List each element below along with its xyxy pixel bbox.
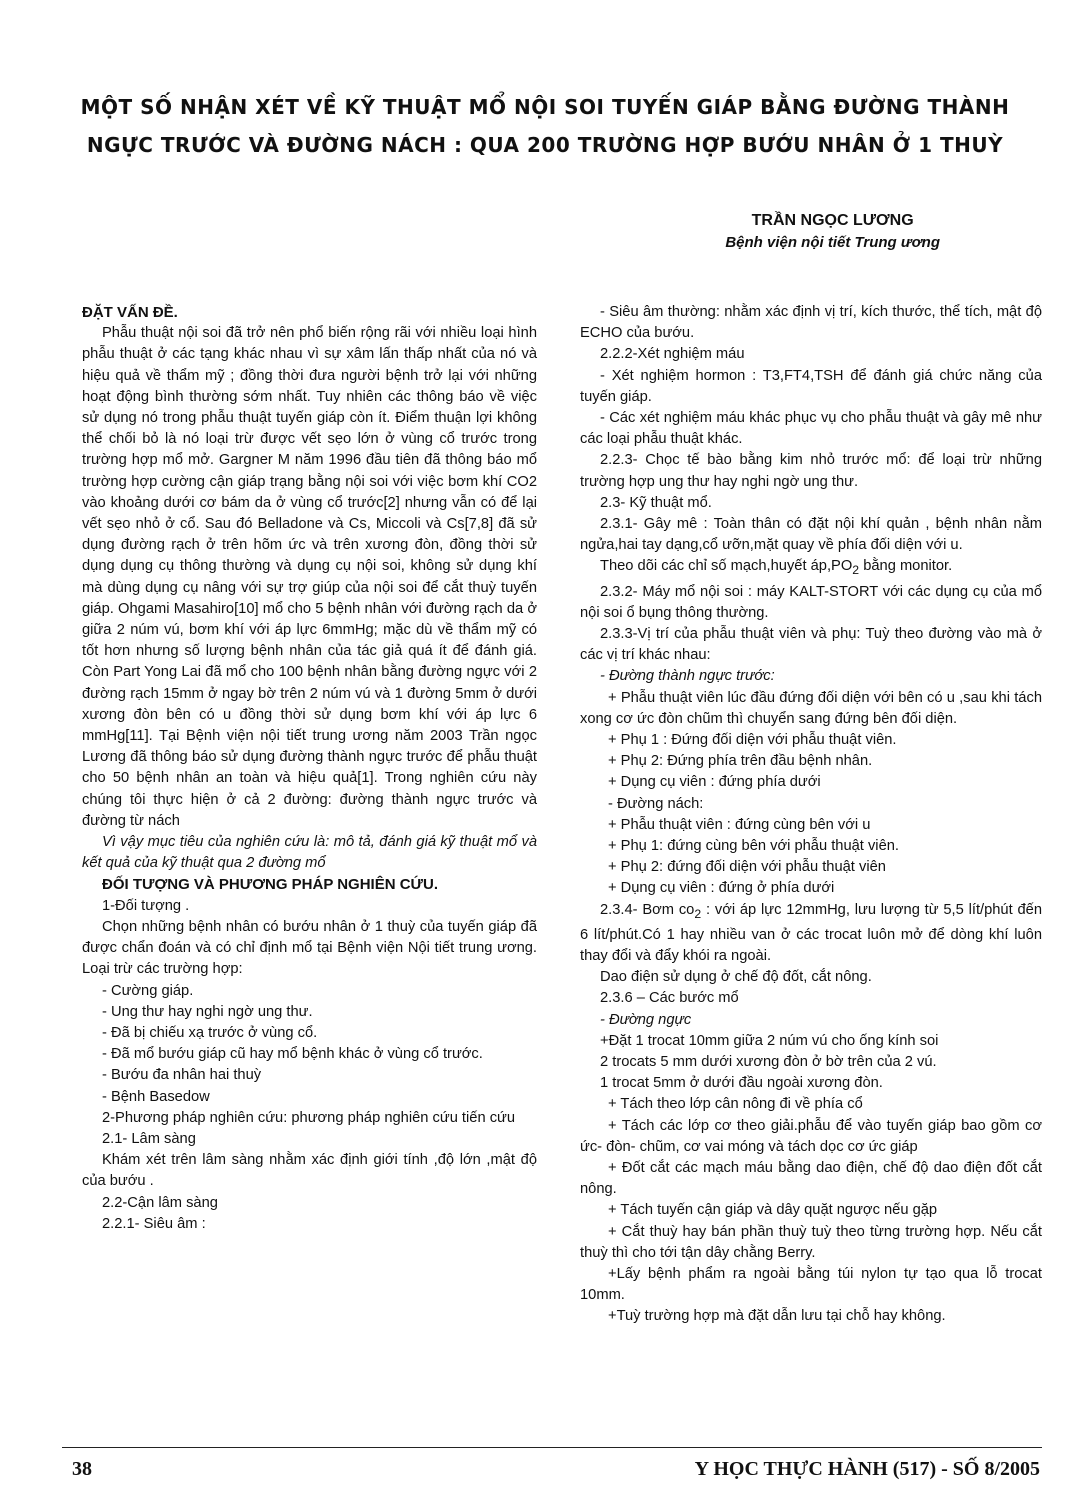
section-heading: ĐẶT VẤN ĐỀ. (82, 304, 178, 321)
list-item: + Đốt cắt các mạch máu bằng dao điện, chế độ dao điện đốt cắt nông. (580, 1160, 1042, 1198)
text-run: bằng monitor. (859, 558, 953, 575)
subheading: 2.3.6 – Các bước mổ (600, 990, 739, 1007)
author-block (725, 210, 940, 254)
paragraph: Vì vậy mục tiêu của nghiên cứu là: mô tả, đánh giá kỹ thuật mổ và kết quả của kỹ thuật qua 2 đường mổ (82, 834, 537, 872)
paragraph: 2.2.3- Chọc tế bào bằng kim nhỏ trước mổ: để loại trừ những trường hợp ung thư hay nghi ngờ ung thư. (580, 452, 1042, 490)
paragraph: - Siêu âm thường: nhằm xác định vị trí, kích thước, thể tích, mật độ ECHO của bướu. (580, 304, 1042, 342)
subheading: 2.1- Lâm sàng (102, 1130, 196, 1147)
list-item: + Phụ 2: Đứng phía trên đầu bệnh nhân. (608, 753, 873, 770)
right-column (580, 302, 1042, 1328)
journal-issue: Y HỌC THỰC HÀNH (517) - SỐ 8/2005 (694, 1458, 1040, 1480)
list-item: - Đã bị chiếu xạ trước ở vùng cổ. (102, 1024, 318, 1041)
list-item: + Phụ 2: đứng đối diện với phẫu thuật viên (608, 859, 886, 876)
paragraph: - Các xét nghiệm máu khác phục vụ cho phẫu thuật và gây mê như các loại phẫu thuật khác. (580, 410, 1042, 448)
list-item: + Phụ 1: đứng cùng bên với phẫu thuật viên. (608, 838, 899, 855)
text-run: 2.3.4- Bơm co (600, 901, 695, 918)
list-item: + Phẫu thuật viên lúc đầu đứng đối diện với bên có u ,sau khi tách xong cơ ức đòn chũm thì chuyển sang đứng bên đối diện. (580, 689, 1042, 727)
list-item: +Đặt 1 trocat 10mm giữa 2 núm vú cho ống kính soi (600, 1032, 939, 1049)
article-title (0, 88, 1090, 164)
subheading: 1-Đối tượng . (102, 897, 190, 914)
subheading: 2.2-Cận lâm sàng (102, 1194, 218, 1211)
title-line-2: NGỰC TRƯỚC VÀ ĐƯỜNG NÁCH : QUA 200 TRƯỜNG HỢP BƯỚU NHÂN Ở 1 THUỲ (86, 133, 1004, 157)
list-item: - Đã mổ bướu giáp cũ hay mổ bệnh khác ở vùng cổ trước. (102, 1046, 483, 1063)
subheading: 2.2.1- Siêu âm : (102, 1215, 206, 1232)
text-run: Theo dõi các chỉ số mạch,huyết áp,PO (600, 558, 853, 575)
paragraph (580, 556, 1042, 581)
list-item: + Phẫu thuật viên : đứng cùng bên với u (608, 816, 871, 833)
list-item: - Đường nách: (608, 795, 704, 812)
paragraph (580, 900, 1042, 968)
title-line-1: MỘT SỐ NHẬN XÉT VỀ KỸ THUẬT MỔ NỘI SOI TUYẾN GIÁP BẰNG ĐƯỜNG THÀNH (80, 95, 1010, 119)
section-heading: ĐỐI TƯỢNG VÀ PHƯƠNG PHÁP NGHIÊN CỨU. (102, 876, 439, 894)
paragraph: Chọn những bệnh nhân có bướu nhân ở 1 thuỳ của tuyến giáp đã được chẩn đoán và có chỉ định mổ tại Bệnh viện Nội tiết trung ương. Loại trừ các trường hợp: (82, 918, 537, 978)
subscript: 2 (694, 906, 702, 921)
subheading: 2-Phương pháp nghiên cứu: phương pháp nghiên cứu tiến cứu (102, 1109, 516, 1126)
list-item: - Cường giáp. (102, 982, 194, 999)
paragraph: 2.3.3-Vị trí của phẫu thuật viên và phụ: Tuỳ theo đường vào mà ở các vị trí khác nhau: (580, 625, 1042, 664)
subheading: 2.3- Kỹ thuật mổ. (600, 494, 712, 511)
list-item: + Tách các lớp cơ theo giải.phẫu để vào tuyến giáp bao gồm cơ ức- đòn- chũm, cơ vai móng và tách dọc cơ ức giáp (580, 1117, 1042, 1155)
list-item: + Phụ 1 : Đứng đối diện với phẫu thuật viên. (608, 732, 897, 748)
list-item: + Tách tuyến cận giáp và dây quặt ngược nếu gặp (608, 1202, 938, 1219)
subheading: 2.2.2-Xét nghiệm máu (600, 346, 745, 363)
left-column (82, 302, 537, 1235)
list-item: + Tách theo lớp cân nông đi về phía cổ (608, 1096, 863, 1113)
list-item: 1 trocat 5mm ở dưới đầu ngoài xương đòn. (600, 1075, 883, 1092)
list-item: - Bệnh Basedow (102, 1088, 210, 1105)
list-item: - Bướu đa nhân hai thuỳ (102, 1067, 262, 1084)
paragraph: Dao điện sử dụng ở chế độ đốt, cắt nông. (600, 969, 872, 986)
list-item: +Tuỳ trường hợp mà đặt dẫn lưu tại chỗ hay không. (608, 1308, 946, 1325)
subheading: - Đường ngực (600, 1011, 692, 1028)
list-item: - Ung thư hay nghi ngờ ung thư. (102, 1003, 313, 1020)
author-name: TRẦN NGỌC LƯƠNG (751, 212, 914, 229)
list-item: + Dụng cụ viên : đứng ở phía dưới (608, 880, 835, 897)
subscript: 2 (852, 563, 860, 578)
list-item: +Lấy bệnh phẩm ra ngoài bằng túi nylon tự tạo qua lỗ trocat 10mm. (580, 1266, 1042, 1304)
text-run: : với áp lực 12mmHg, lưu lượng từ 5,5 lít/phút đến 6 lít/phút.Có 1 hay nhiều van ở các trocat luôn mở để dòng khí luôn thay đổi và đẩy khói ra ngoài. (580, 901, 1042, 964)
page-number: 38 (72, 1458, 92, 1480)
paragraph: 2.3.1- Gây mê : Toàn thân có đặt nội khí quản , bệnh nhân nằm ngửa,hai tay dạng,cổ ưỡn,mặt quay về phía đối diện với u. (580, 516, 1042, 554)
list-item: + Cắt thuỳ hay bán phần thuỳ tuỳ theo từng trường hợp. Nếu cắt thuỳ thì cho tới tận dây chằng Berry. (580, 1223, 1042, 1261)
paragraph: Khám xét trên lâm sàng nhằm xác định giới tính ,độ lớn ,mật độ của bướu . (82, 1152, 537, 1190)
paragraph: Phẫu thuật nội soi đã trở nên phổ biến rộng rãi với nhiều loại hình phẫu thuật ở các tạng khác nhau vì sự xâm lấn thấp nhất của nó và hiệu quả về thẩm mỹ ; đồng thời đưa người bệnh trở lại với những hoạt động bình thường sớm nhất. Tuy nhiên các thông báo về việc sử dụng nó trong phẫu thuật tuyến giáp còn ít. Điểm thuận lợi không thể chối bỏ là nó loại trừ được vết sẹo lớn ở vùng cổ trước trong trường hợp mổ mở. Gargner M năm 1996 đầu tiên đã thông báo mổ trường hợp cường cận giáp trạng bằng nội soi với việc bơm khí CO2 vào khoảng dưới cơ bám da ở vùng cổ trước[2] nhưng vẫn có để lại vết sẹo nhỏ ở cổ. Sau đó Belladone và Cs, Miccoli và Cs[7,8] đã sử dụng đường rạch ở trên hõm ức và trên xương đòn, đồng thời sử dụng dụng cụ thông thường và dụng cụ nội soi, không sử dụng khí mà dùng dụng cụ nâng với sự trợ giúp của nội soi để cắt thuỳ tuyến giáp. Ohgami Masahiro[10] mổ cho 5 bệnh nhân với đường rạch da ở giữa 2 núm vú, bơm khí với áp lực 6mmHg; mặc dù về thẩm mỹ có tốt hơn nhưng số lượng bệnh nhân của tác giả quá ít để đánh giá. Còn Part Yong Lai đã mổ cho 100 bệnh nhân bằng đường ngực với 2 đường rạch 15mm ở ngay bờ trên 2 núm vú và 1 đường 5mm ở dưới xương đòn bên có u đồng thời sử dụng bơm khí với áp lực 6 mmHg[11]. Tại Bệnh viện nội tiết trung ương năm 2003 Trần ngọc Lương đã thông báo sử dụng đường thành ngực trước để phẫu thuật cho 50 bệnh nhân an toàn và hiệu quả[1]. Trong nghiên cứu này chúng tôi thực hiện ở cả 2 đường: đường thành ngực trước và đường từ nách (82, 325, 537, 829)
paragraph: - Xét nghiệm hormon : T3,FT4,TSH để đánh giá chức năng của tuyến giáp. (580, 367, 1042, 405)
list-item: + Dụng cụ viên : đứng phía dưới (608, 774, 821, 791)
paragraph: 2.3.2- Máy mổ nội soi : máy KALT-STORT với các dụng cụ của mổ nội soi ổ bụng thông thường. (580, 583, 1042, 621)
footer-divider (62, 1447, 1042, 1448)
author-affiliation: Bệnh viện nội tiết Trung ương (725, 234, 940, 251)
list-item: 2 trocats 5 mm dưới xương đòn ở bờ trên của 2 vú. (600, 1053, 937, 1070)
list-item: - Đường thành ngực trước: (600, 668, 775, 685)
